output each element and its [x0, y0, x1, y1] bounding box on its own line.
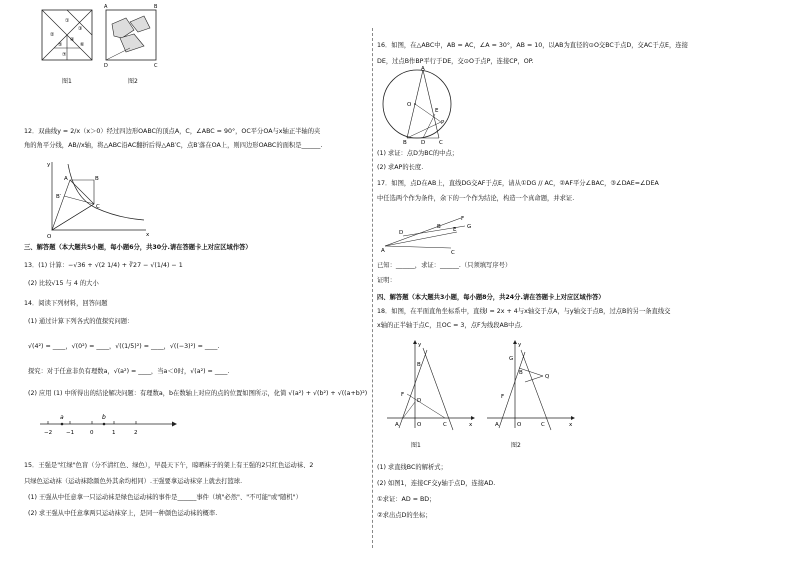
- tangram-figure-2: [104, 4, 166, 69]
- point-d: D: [421, 140, 426, 146]
- fig-point-b: B: [154, 4, 158, 10]
- point-e: E: [435, 108, 439, 114]
- point-p: P: [441, 120, 445, 126]
- point-a: A: [381, 248, 385, 254]
- q15-line-2: 只绿色运动袜（运动袜除颜色外其余均相同）.王强要拿运动袜穿上就去打篮球.: [24, 478, 243, 485]
- point-a: A: [495, 422, 499, 428]
- q12-line-1: 12．双曲线y = 2/x（x＞0）经过四边形OABC的顶点A，C，∠ABC = 90°，OC平分OA与x轴正半轴的夹: [24, 128, 321, 135]
- fig-caption-1: 图1: [411, 442, 421, 449]
- q12-line-2: 角的角平分线，AB//x轴，将△ABC沿AC翻折后得△AB′C，点B′落在OA上，则四边形OABC的面积是______.: [24, 142, 323, 149]
- point-c: C: [541, 422, 545, 428]
- column-divider: [372, 28, 373, 548]
- axis-x: x: [469, 422, 473, 428]
- svg-text:②: ②: [50, 32, 55, 38]
- point-b-label: b: [102, 414, 106, 421]
- tick-label: 0: [90, 430, 94, 436]
- point-c: C: [439, 140, 443, 146]
- q17-line-1: 17．如图，点D在AB上，直线DG交AF于点E，请从①DG // AC，②AF平分∠BAC，③∠DAE=∠DEA: [377, 180, 659, 187]
- svg-text:⑥: ⑥: [80, 42, 85, 48]
- q16-circle-figure: [377, 64, 457, 144]
- point-c: C: [451, 250, 455, 256]
- svg-text:④: ④: [70, 37, 75, 43]
- point-b: B: [403, 140, 407, 146]
- point-e: E: [453, 227, 457, 233]
- right-column: [377, 0, 762, 562]
- fig-caption-2: 图2: [511, 442, 521, 449]
- axis-x: x: [569, 422, 573, 428]
- q15-line-4: (2) 求王强从中任意拿两只运动袜穿上，是同一种颜色运动袜的概率.: [28, 510, 218, 517]
- q14-line-5: (2) 应用 (1) 中所得出的结论解决问题：有理数a，b在数轴上对应的点的位置如图所示，化简 √(a²) + √(b²) + √((a+b)²): [28, 390, 368, 397]
- tick-label: 1: [112, 430, 116, 436]
- point-d: D: [399, 230, 404, 236]
- axis-y: y: [47, 162, 51, 168]
- point-b: B: [417, 362, 421, 368]
- svg-text:⑤: ⑤: [58, 42, 63, 48]
- svg-text:③: ③: [78, 26, 83, 32]
- point-o: O: [47, 234, 52, 240]
- q17-known: 已知：______，求证：______.（只须填写序号）: [377, 262, 512, 269]
- point-b: B: [519, 370, 523, 376]
- q18-sub-1: (1) 求直线BC的解析式；: [377, 464, 447, 471]
- q12-hyperbola-figure: [46, 158, 156, 238]
- tangram-figure-1: [40, 8, 96, 64]
- q14-line-3: √(4²) = ____，√(0²) = ____，√((1/5)²) = ____，√((−3)²) = ____.: [28, 343, 220, 350]
- q15-line-1: 15．王强是"红绿"色盲（分不清红色、绿色），早晨天下午，晾晒袜子的架上有王强的2只红色运动袜、2: [24, 462, 314, 469]
- q17-line-2: 中任选两个作为条件，余下的一个作为结论，构造一个真命题，并求证.: [377, 195, 575, 202]
- number-line: [38, 410, 178, 438]
- point-b-prime: B′: [56, 194, 62, 200]
- q13-line-1: 13．(1) 计算：−√36 + √(2 1/4) + ∛27 − √(1/4) − 1: [24, 262, 183, 269]
- fig-point-d: D: [104, 63, 108, 69]
- point-d: D: [417, 398, 422, 404]
- point-q: Q: [545, 374, 550, 380]
- q18-sub-3: ①求证：AD = BD；: [377, 496, 436, 503]
- point-a-label: a: [60, 414, 64, 421]
- q18-line-2: x轴的正半轴于点C，且OC = 3，点F为线段AB中点.: [377, 322, 523, 329]
- q16-sub-2: (2) 求AP的长度.: [377, 164, 424, 171]
- fig-point-a: A: [104, 4, 108, 10]
- point-o: O: [517, 422, 522, 428]
- q14-line-2: (1) 通过计算下列各式的值探究问题：: [28, 318, 134, 325]
- fig-point-c: C: [154, 63, 158, 69]
- point-c: C: [443, 422, 447, 428]
- q14-line-1: 14．阅读下列材料，回答问题: [24, 300, 108, 307]
- q15-line-3: (1) 王强从中任意拿一只运动袜是绿色运动袜的事件是______事件（填"必然"、"不可能"或"随机"）: [28, 494, 302, 501]
- q17-figure: [381, 214, 477, 254]
- point-f: F: [501, 394, 505, 400]
- q16-line-1: 16．如图，在△ABC中，AB = AC，∠A = 30°，AB = 10，以AB为直径的⊙O交BC于点D，交AC于点E，连接: [377, 42, 688, 49]
- tick-label: 2: [134, 430, 138, 436]
- point-f: F: [461, 216, 465, 222]
- q16-sub-1: (1) 求证：点D为BC的中点；: [377, 150, 459, 157]
- q18-sub-2: (2) 如图1，连接CF交y轴于点D，连接AD.: [377, 480, 496, 487]
- point-g: G: [509, 356, 514, 362]
- svg-text:①: ①: [65, 18, 70, 24]
- section-4-heading: 四、解答题（本大题共3小题，每小题8分，共24分.请在答题卡上对应区域作答）: [377, 294, 605, 301]
- q18-figure-1: [385, 338, 475, 430]
- point-a: A: [395, 422, 399, 428]
- q13-line-2: (2) 比较√15 与 4 的大小: [28, 280, 99, 287]
- left-column: [24, 0, 368, 562]
- point-a: A: [421, 66, 425, 72]
- q18-figure-2: [485, 338, 575, 430]
- q18-line-1: 18．如图，在平面直角坐标系中，直线l = 2x + 4与x轴交于点A，与y轴交于点B，过点B的另一条直线交: [377, 308, 671, 315]
- point-f: F: [401, 392, 405, 398]
- axis-y: y: [418, 342, 422, 348]
- q17-proof: 证明：: [377, 277, 396, 284]
- q14-line-4: 探究：对于任意非负有理数a，√(a²) = ____，当a＜0时，√(a²) = ____.: [28, 368, 230, 375]
- point-b: B: [437, 224, 441, 230]
- fig-caption-2: 图2: [128, 78, 138, 85]
- tick-label: −1: [66, 430, 75, 436]
- section-3-heading: 三、解答题（本大题共5小题，每小题6分，共30分.请在答题卡上对应区域作答）: [24, 244, 252, 251]
- point-b: B: [95, 176, 99, 182]
- point-o: O: [417, 422, 422, 428]
- q18-sub-4: ②求出点D的坐标；: [377, 512, 432, 519]
- fig-caption-1: 图1: [62, 78, 72, 85]
- point-o: O: [407, 102, 412, 108]
- point-a: A: [64, 176, 68, 182]
- axis-x: x: [146, 232, 150, 238]
- point-c: C: [96, 204, 100, 210]
- q16-line-2: DE，过点B作BP平行于DE，交⊙O于点P，连接CP，OP.: [377, 58, 534, 65]
- svg-text:⑦: ⑦: [62, 52, 67, 58]
- axis-y: y: [518, 342, 522, 348]
- tick-label: −2: [44, 430, 53, 436]
- point-g: G: [467, 224, 472, 230]
